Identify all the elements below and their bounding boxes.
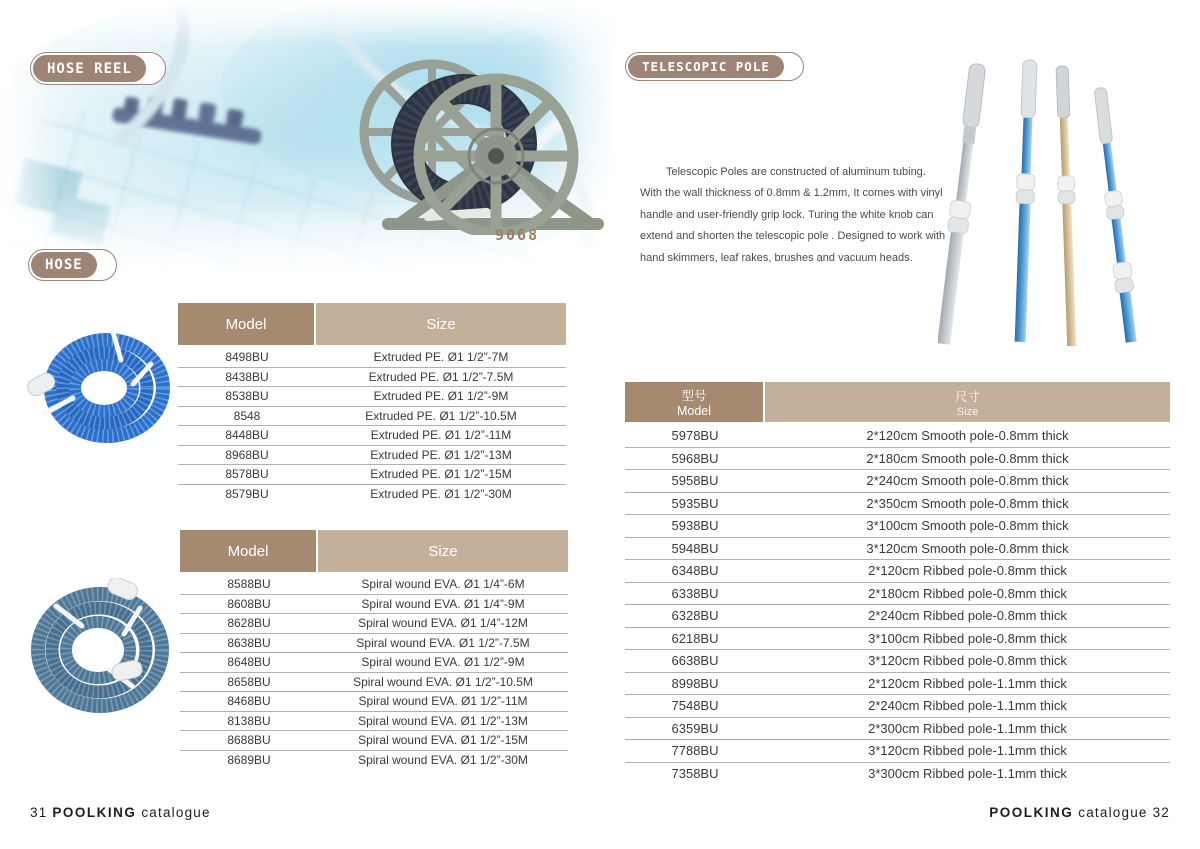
hose-reel-image bbox=[336, 50, 608, 240]
telescopic-pole-badge-label: TELESCOPIC POLE bbox=[628, 55, 784, 78]
cell-size: Spiral wound EVA. Ø1 1/2”-13M bbox=[358, 713, 528, 728]
cell-size: Extruded PE. Ø1 1/2”-9M bbox=[373, 389, 509, 404]
cell-model: 6338BU bbox=[671, 585, 719, 601]
cell-model: 8689BU bbox=[227, 752, 271, 767]
spiral-hose-image bbox=[20, 578, 178, 723]
table-row bbox=[625, 650, 1170, 673]
table-row bbox=[178, 368, 566, 388]
size-header: Size bbox=[318, 530, 568, 572]
cell-size: 3*100cm Smooth pole-0.8mm thick bbox=[866, 518, 1069, 534]
cell-model: 5978BU bbox=[671, 428, 719, 444]
cell-model: 8628BU bbox=[227, 616, 271, 631]
cell-model: 5935BU bbox=[671, 495, 719, 511]
model-header-en: Model bbox=[676, 404, 712, 418]
cell-size: 2*240cm Ribbed pole-0.8mm thick bbox=[868, 608, 1067, 624]
telescopic-poles-illustration bbox=[938, 56, 1138, 346]
cell-size: Spiral wound EVA. Ø1 1/2”-7.5M bbox=[356, 635, 530, 650]
hose-reel-illustration bbox=[336, 50, 608, 235]
table-row bbox=[178, 465, 566, 485]
cell-model: 8579BU bbox=[225, 486, 269, 501]
cell-size: 3*120cm Ribbed pole-0.8mm thick bbox=[868, 653, 1067, 669]
hose-badge-label: HOSE bbox=[31, 252, 97, 278]
table-row bbox=[180, 751, 568, 770]
cell-model: 6359BU bbox=[671, 720, 719, 736]
cell-model: 8998BU bbox=[671, 675, 719, 691]
cell-model: 8438BU bbox=[225, 369, 269, 384]
cell-size: 2*350cm Smooth pole-0.8mm thick bbox=[866, 495, 1069, 511]
cell-size: Spiral wound EVA. Ø1 1/2”-15M bbox=[358, 733, 528, 748]
cell-size: 2*120cm Smooth pole-0.8mm thick bbox=[866, 428, 1069, 444]
cell-model: 5958BU bbox=[671, 473, 719, 489]
table-row bbox=[180, 731, 568, 751]
footer-right bbox=[989, 805, 1170, 820]
cell-size: 3*100cm Ribbed pole-0.8mm thick bbox=[868, 630, 1067, 646]
table-header bbox=[625, 382, 1170, 422]
size-header-en: Size bbox=[956, 405, 979, 418]
cell-model: 5938BU bbox=[671, 518, 719, 534]
table-row bbox=[625, 493, 1170, 516]
model-header bbox=[625, 382, 765, 422]
cell-model: 8658BU bbox=[227, 674, 271, 689]
table-row bbox=[180, 634, 568, 654]
table-body bbox=[180, 575, 568, 769]
table-row bbox=[180, 595, 568, 615]
cell-model: 8588BU bbox=[227, 577, 271, 592]
cell-size: Extruded PE. Ø1 1/2”-15M bbox=[370, 467, 512, 482]
cell-model: 6328BU bbox=[671, 608, 719, 624]
page-number-right: 32 bbox=[1152, 805, 1170, 820]
hose-reel-badge bbox=[30, 52, 166, 85]
cell-size: Spiral wound EVA. Ø1 1/2”-10.5M bbox=[353, 674, 533, 689]
telescopic-pole-table bbox=[625, 382, 1170, 784]
cell-size: 2*240cm Ribbed pole-1.1mm thick bbox=[868, 698, 1067, 714]
cell-model: 8548 bbox=[233, 408, 261, 423]
extruded-hose-table bbox=[178, 303, 566, 503]
size-header bbox=[765, 382, 1170, 422]
cell-size: 2*240cm Smooth pole-0.8mm thick bbox=[866, 473, 1069, 489]
cell-model: 7548BU bbox=[671, 698, 719, 714]
table-row bbox=[178, 485, 566, 504]
product-code-9068: 9068 bbox=[495, 226, 540, 244]
cell-size: 2*300cm Ribbed pole-1.1mm thick bbox=[868, 720, 1067, 736]
size-header: Size bbox=[316, 303, 566, 345]
cell-model: 8638BU bbox=[227, 635, 271, 650]
cell-model: 8468BU bbox=[227, 694, 271, 709]
blue-hose-coil-illustration bbox=[25, 326, 177, 448]
table-row bbox=[180, 575, 568, 595]
cell-model: 8578BU bbox=[225, 467, 269, 482]
cell-size: Extruded PE. Ø1 1/2”-13M bbox=[370, 447, 512, 462]
table-row bbox=[625, 673, 1170, 696]
cell-model: 8688BU bbox=[227, 733, 271, 748]
table-row bbox=[178, 348, 566, 368]
cell-model: 6638BU bbox=[671, 653, 719, 669]
gray-blue-hose-coil-illustration bbox=[20, 578, 178, 718]
brand-name: POOLKING bbox=[52, 805, 137, 820]
cell-size: Extruded PE. Ø1 1/2”-11M bbox=[370, 428, 512, 443]
cell-model: 6218BU bbox=[671, 630, 719, 646]
catalogue-label: catalogue bbox=[141, 805, 211, 820]
cell-size: 3*120cm Ribbed pole-1.1mm thick bbox=[868, 743, 1067, 759]
table-row bbox=[180, 712, 568, 732]
cell-model: 7358BU bbox=[671, 765, 719, 781]
footer-left bbox=[30, 805, 211, 820]
table-header bbox=[180, 530, 568, 572]
cell-model: 8538BU bbox=[225, 389, 269, 404]
cell-size: 2*180cm Smooth pole-0.8mm thick bbox=[866, 450, 1069, 466]
table-row bbox=[180, 673, 568, 693]
table-row bbox=[178, 446, 566, 466]
cell-model: 5948BU bbox=[671, 540, 719, 556]
cell-model: 6348BU bbox=[671, 563, 719, 579]
cell-size: Extruded PE. Ø1 1/2”-7M bbox=[373, 350, 509, 365]
cell-model: 5968BU bbox=[671, 450, 719, 466]
cell-size: 2*120cm Ribbed pole-0.8mm thick bbox=[868, 563, 1067, 579]
model-header: Model bbox=[180, 530, 318, 572]
catalogue-label: catalogue bbox=[1078, 805, 1148, 820]
hose-reel-badge-label: HOSE REEL bbox=[33, 55, 146, 82]
cell-size: Spiral wound EVA. Ø1 1/2”-11M bbox=[358, 694, 528, 709]
cell-size: Spiral wound EVA. Ø1 1/4”-12M bbox=[358, 616, 528, 631]
telescopic-poles-image bbox=[938, 56, 1138, 351]
badge-tip bbox=[146, 55, 163, 82]
cell-size: Extruded PE. Ø1 1/2”-30M bbox=[370, 486, 512, 501]
cell-size: 3*120cm Smooth pole-0.8mm thick bbox=[866, 540, 1069, 556]
cell-size: 2*180cm Ribbed pole-0.8mm thick bbox=[868, 585, 1067, 601]
table-row bbox=[625, 538, 1170, 561]
table-row bbox=[625, 583, 1170, 606]
table-row bbox=[180, 614, 568, 634]
table-row bbox=[625, 470, 1170, 493]
spiral-hose-table bbox=[180, 530, 568, 769]
cell-model: 8448BU bbox=[225, 428, 269, 443]
table-body bbox=[178, 348, 566, 503]
table-row bbox=[625, 628, 1170, 651]
telescopic-pole-description: Telescopic Poles are constructed of aluminum tubing. With the wall thickness of 0.8mm & 1.2mm, It comes with vinyl handle and user-friendly grip lock. Turing the white knob can extend and shorten the telescopic pole . Designed to work with hand skimmers, leaf rakes, brushes and vacuum heads. bbox=[640, 166, 946, 264]
hose-badge bbox=[28, 249, 117, 281]
badge-tip bbox=[97, 252, 114, 278]
table-row bbox=[625, 515, 1170, 538]
table-row bbox=[178, 407, 566, 427]
table-row bbox=[625, 425, 1170, 448]
table-row bbox=[625, 695, 1170, 718]
extruded-hose-image bbox=[25, 326, 177, 453]
cell-size: Spiral wound EVA. Ø1 1/4”-9M bbox=[361, 596, 525, 611]
size-header-cn: 尺寸 bbox=[954, 389, 980, 404]
table-row bbox=[178, 426, 566, 446]
badge-tip bbox=[784, 55, 801, 78]
cell-size: Extruded PE. Ø1 1/2”-7.5M bbox=[368, 369, 514, 384]
table-row bbox=[625, 763, 1170, 785]
table-row bbox=[625, 718, 1170, 741]
telescopic-pole-badge bbox=[625, 52, 804, 81]
table-row bbox=[625, 605, 1170, 628]
table-row bbox=[625, 560, 1170, 583]
table-body bbox=[625, 425, 1170, 784]
cell-model: 8498BU bbox=[225, 350, 269, 365]
cell-size: Spiral wound EVA. Ø1 1/2”-9M bbox=[361, 655, 525, 670]
table-header bbox=[178, 303, 566, 345]
cell-model: 8968BU bbox=[225, 447, 269, 462]
page-number-left: 31 bbox=[30, 805, 48, 820]
table-row bbox=[180, 692, 568, 712]
cell-size: Extruded PE. Ø1 1/2”-10.5M bbox=[365, 408, 517, 423]
table-row bbox=[178, 387, 566, 407]
cell-model: 8138BU bbox=[227, 713, 271, 728]
table-row bbox=[180, 653, 568, 673]
table-row bbox=[625, 740, 1170, 763]
cell-size: Spiral wound EVA. Ø1 1/4”-6M bbox=[361, 577, 525, 592]
cell-size: Spiral wound EVA. Ø1 1/2”-30M bbox=[358, 752, 528, 767]
cell-size: 3*300cm Ribbed pole-1.1mm thick bbox=[868, 765, 1067, 781]
cell-model: 8648BU bbox=[227, 655, 271, 670]
table-row bbox=[625, 448, 1170, 471]
cell-size: 2*120cm Ribbed pole-1.1mm thick bbox=[868, 675, 1067, 691]
model-header-cn: 型号 bbox=[681, 389, 707, 403]
brand-name: POOLKING bbox=[989, 805, 1074, 820]
cell-model: 8608BU bbox=[227, 596, 271, 611]
cell-model: 7788BU bbox=[671, 743, 719, 759]
model-header: Model bbox=[178, 303, 316, 345]
